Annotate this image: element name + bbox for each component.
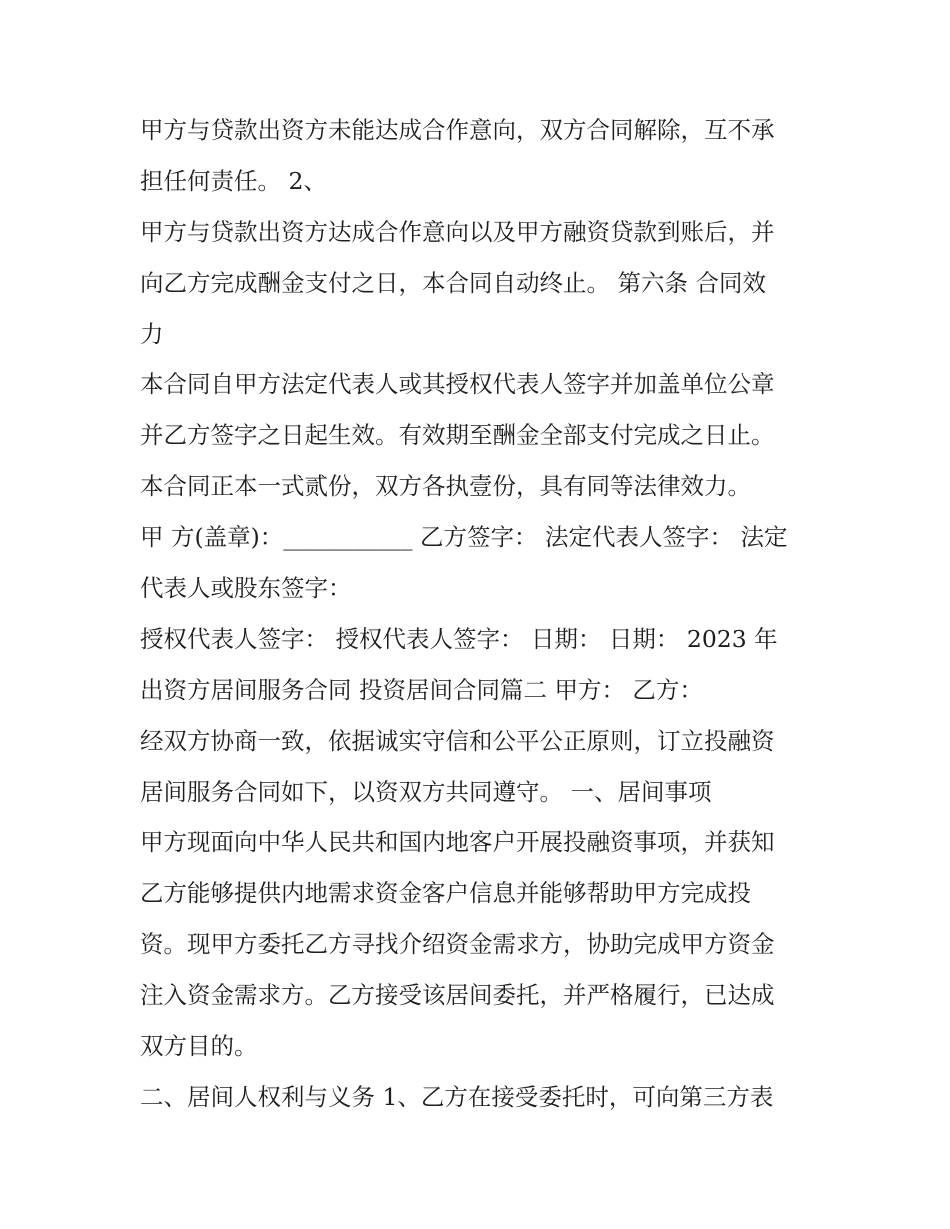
section-heading-line: 出资方居间服务合同 投资居间合同篇二 甲方： 乙方： — [140, 675, 703, 704]
text-line: 本合同正本一式贰份，双方各执壹份，具有同等法律效力。 — [140, 472, 751, 501]
text-line: 并乙方签字之日起生效。有效期至酬金全部支付完成之日止。 — [140, 421, 775, 450]
text-line: 二、居间人权利与义务 1、乙方在接受委托时，可向第三方表 — [140, 1082, 774, 1111]
text-line: 甲方与贷款出资方未能达成合作意向，双方合同解除，互不承 — [140, 116, 775, 144]
text-line: 代表人或股东签字： — [140, 574, 352, 603]
text-line: 本合同自甲方法定代表人或其授权代表人签字并加盖单位公章 — [140, 370, 775, 399]
text-line: 注入资金需求方。乙方接受该居间委托，并严格履行，已达成 — [140, 981, 775, 1010]
text-line: 担任何责任。 2、 — [140, 166, 327, 195]
text-line: 向乙方完成酬金支付之日，本合同自动终止。 第六条 合同效 — [140, 268, 766, 297]
signature-line: 甲 方(盖章)：___________ 乙方签字： 法定代表人签字： 法定 — [140, 523, 788, 552]
text-line: 双方目的。 — [140, 1032, 258, 1061]
text-line: 资。现甲方委托乙方寻找介绍资金需求方，协助完成甲方资金 — [140, 930, 775, 959]
text-line: 乙方能够提供内地需求资金客户信息并能够帮助甲方完成投 — [140, 879, 751, 908]
text-line: 力 — [140, 319, 164, 348]
text-line: 授权代表人签字： 授权代表人签字： 日期： 日期： 2023 年 — [140, 624, 778, 653]
text-line: 居间服务合同如下，以资双方共同遵守。 一、居间事项 — [140, 777, 712, 806]
text-line: 甲方现面向中华人民共和国内地客户开展投融资事项，并获知 — [140, 828, 775, 857]
document-body — [140, 105, 820, 1123]
text-line: 经双方协商一致，依据诚实守信和公平公正原则，订立投融资 — [140, 726, 775, 755]
text-line: 甲方与贷款出资方达成合作意向以及甲方融资贷款到账后，并 — [140, 217, 775, 246]
